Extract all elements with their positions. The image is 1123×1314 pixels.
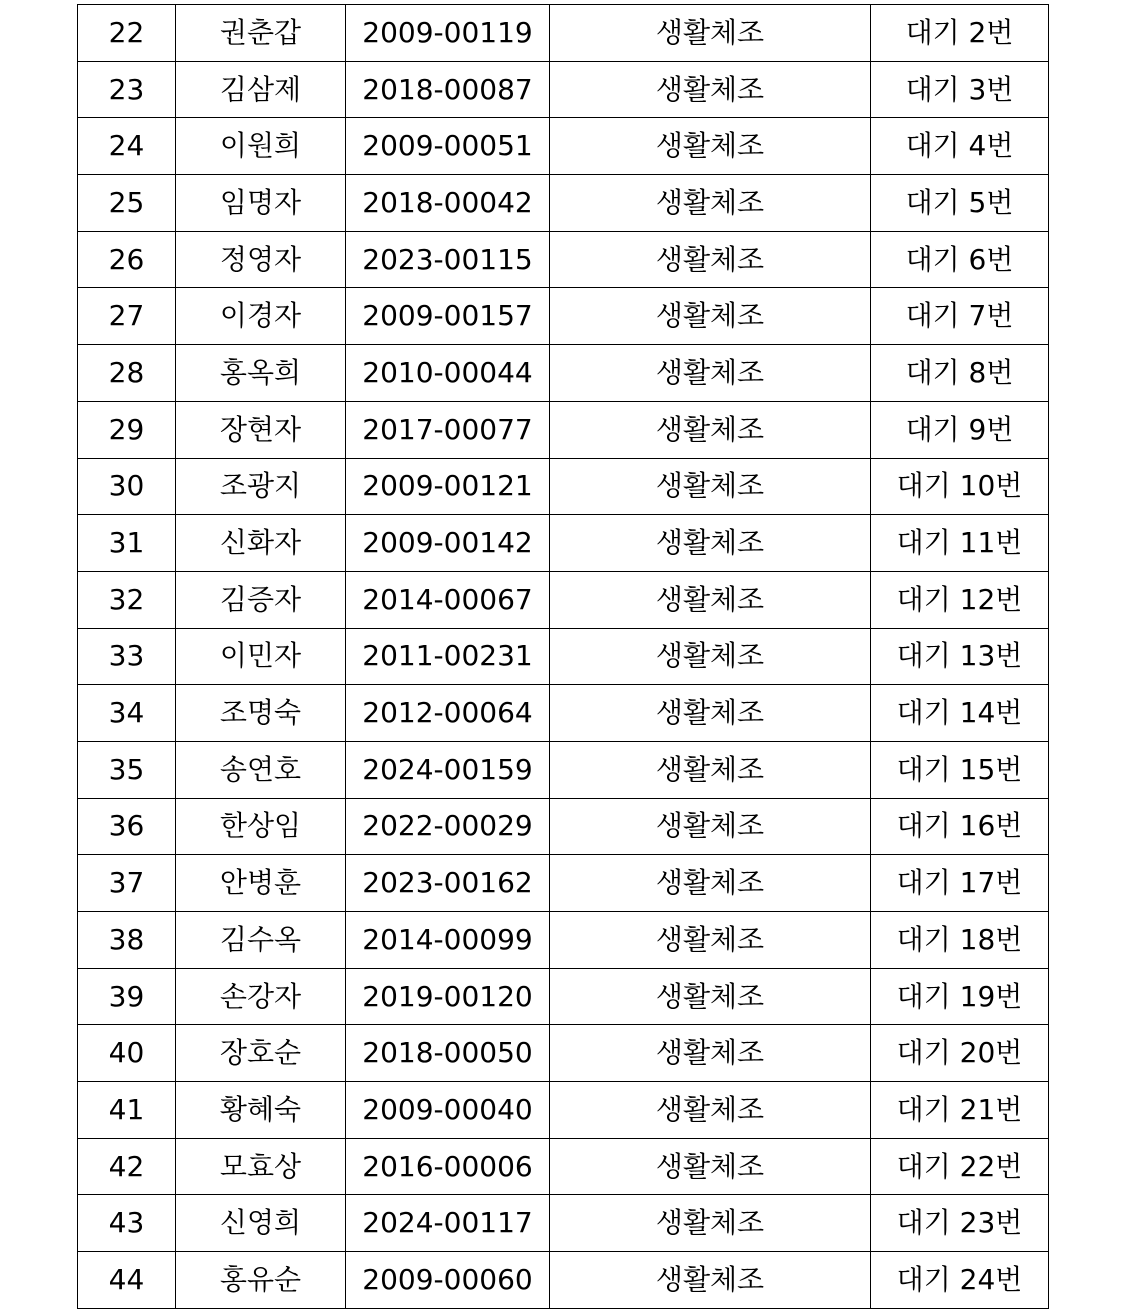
member-id-cell: 2016-00006 <box>346 1138 550 1195</box>
row-number-cell: 41 <box>78 1082 176 1139</box>
table-row <box>78 1195 1049 1252</box>
member-id-cell: 2024-00159 <box>346 741 550 798</box>
member-id-cell: 2018-00042 <box>346 175 550 232</box>
waitlist-status-cell: 대기 11번 <box>871 515 1049 572</box>
name-cell: 모효상 <box>176 1138 346 1195</box>
row-number-cell: 38 <box>78 912 176 969</box>
program-cell: 생활체조 <box>550 912 871 969</box>
row-number-cell: 27 <box>78 288 176 345</box>
table-row <box>78 401 1049 458</box>
name-cell: 홍유순 <box>176 1252 346 1309</box>
table-row <box>78 571 1049 628</box>
waitlist-status-cell: 대기 19번 <box>871 968 1049 1025</box>
row-number-cell: 44 <box>78 1252 176 1309</box>
program-cell: 생활체조 <box>550 798 871 855</box>
table-row <box>78 5 1049 62</box>
member-id-cell: 2018-00087 <box>346 61 550 118</box>
name-cell: 한상임 <box>176 798 346 855</box>
row-number-cell: 34 <box>78 685 176 742</box>
member-id-cell: 2009-00157 <box>346 288 550 345</box>
table-row <box>78 1082 1049 1139</box>
member-id-cell: 2009-00142 <box>346 515 550 572</box>
name-cell: 송연호 <box>176 741 346 798</box>
waitlist-status-cell: 대기 2번 <box>871 5 1049 62</box>
program-cell: 생활체조 <box>550 1195 871 1252</box>
name-cell: 조광지 <box>176 458 346 515</box>
table-row <box>78 855 1049 912</box>
member-id-cell: 2009-00119 <box>346 5 550 62</box>
name-cell: 정영자 <box>176 231 346 288</box>
row-number-cell: 25 <box>78 175 176 232</box>
program-cell: 생활체조 <box>550 515 871 572</box>
member-id-cell: 2014-00067 <box>346 571 550 628</box>
waitlist-status-cell: 대기 9번 <box>871 401 1049 458</box>
member-id-cell: 2014-00099 <box>346 912 550 969</box>
table-row <box>78 231 1049 288</box>
program-cell: 생활체조 <box>550 855 871 912</box>
waitlist-status-cell: 대기 13번 <box>871 628 1049 685</box>
name-cell: 장호순 <box>176 1025 346 1082</box>
waitlist-status-cell: 대기 17번 <box>871 855 1049 912</box>
table-row <box>78 61 1049 118</box>
table-row <box>78 175 1049 232</box>
program-cell: 생활체조 <box>550 685 871 742</box>
program-cell: 생활체조 <box>550 1025 871 1082</box>
table-row <box>78 912 1049 969</box>
name-cell: 안병훈 <box>176 855 346 912</box>
waitlist-status-cell: 대기 22번 <box>871 1138 1049 1195</box>
row-number-cell: 29 <box>78 401 176 458</box>
program-cell: 생활체조 <box>550 458 871 515</box>
row-number-cell: 28 <box>78 345 176 402</box>
row-number-cell: 30 <box>78 458 176 515</box>
program-cell: 생활체조 <box>550 1252 871 1309</box>
program-cell: 생활체조 <box>550 231 871 288</box>
table-row <box>78 741 1049 798</box>
program-cell: 생활체조 <box>550 401 871 458</box>
row-number-cell: 24 <box>78 118 176 175</box>
program-cell: 생활체조 <box>550 345 871 402</box>
row-number-cell: 37 <box>78 855 176 912</box>
waitlist-status-cell: 대기 20번 <box>871 1025 1049 1082</box>
row-number-cell: 26 <box>78 231 176 288</box>
row-number-cell: 36 <box>78 798 176 855</box>
waitlist-status-cell: 대기 24번 <box>871 1252 1049 1309</box>
member-id-cell: 2011-00231 <box>346 628 550 685</box>
member-id-cell: 2018-00050 <box>346 1025 550 1082</box>
waitlist-status-cell: 대기 6번 <box>871 231 1049 288</box>
table-row <box>78 1025 1049 1082</box>
waitlist-status-cell: 대기 14번 <box>871 685 1049 742</box>
program-cell: 생활체조 <box>550 1082 871 1139</box>
waitlist-table <box>77 4 1049 1309</box>
waitlist-status-cell: 대기 5번 <box>871 175 1049 232</box>
name-cell: 신화자 <box>176 515 346 572</box>
table-row <box>78 345 1049 402</box>
row-number-cell: 40 <box>78 1025 176 1082</box>
program-cell: 생활체조 <box>550 628 871 685</box>
table-row <box>78 118 1049 175</box>
waitlist-status-cell: 대기 12번 <box>871 571 1049 628</box>
name-cell: 임명자 <box>176 175 346 232</box>
name-cell: 이민자 <box>176 628 346 685</box>
row-number-cell: 23 <box>78 61 176 118</box>
table-row <box>78 628 1049 685</box>
table-row <box>78 288 1049 345</box>
member-id-cell: 2009-00051 <box>346 118 550 175</box>
waitlist-status-cell: 대기 4번 <box>871 118 1049 175</box>
member-id-cell: 2009-00060 <box>346 1252 550 1309</box>
waitlist-status-cell: 대기 18번 <box>871 912 1049 969</box>
row-number-cell: 32 <box>78 571 176 628</box>
waitlist-status-cell: 대기 23번 <box>871 1195 1049 1252</box>
program-cell: 생활체조 <box>550 741 871 798</box>
name-cell: 이원희 <box>176 118 346 175</box>
waitlist-table-body <box>78 5 1049 1309</box>
member-id-cell: 2012-00064 <box>346 685 550 742</box>
table-row <box>78 968 1049 1025</box>
table-row <box>78 458 1049 515</box>
table-row <box>78 515 1049 572</box>
row-number-cell: 31 <box>78 515 176 572</box>
table-row <box>78 1138 1049 1195</box>
member-id-cell: 2023-00162 <box>346 855 550 912</box>
name-cell: 권춘갑 <box>176 5 346 62</box>
member-id-cell: 2009-00121 <box>346 458 550 515</box>
row-number-cell: 33 <box>78 628 176 685</box>
waitlist-status-cell: 대기 21번 <box>871 1082 1049 1139</box>
name-cell: 이경자 <box>176 288 346 345</box>
table-row <box>78 1252 1049 1309</box>
row-number-cell: 39 <box>78 968 176 1025</box>
table-row <box>78 798 1049 855</box>
waitlist-status-cell: 대기 15번 <box>871 741 1049 798</box>
member-id-cell: 2024-00117 <box>346 1195 550 1252</box>
table-row <box>78 685 1049 742</box>
row-number-cell: 43 <box>78 1195 176 1252</box>
name-cell: 김삼제 <box>176 61 346 118</box>
name-cell: 손강자 <box>176 968 346 1025</box>
member-id-cell: 2022-00029 <box>346 798 550 855</box>
program-cell: 생활체조 <box>550 61 871 118</box>
waitlist-status-cell: 대기 3번 <box>871 61 1049 118</box>
member-id-cell: 2017-00077 <box>346 401 550 458</box>
name-cell: 장현자 <box>176 401 346 458</box>
name-cell: 황혜숙 <box>176 1082 346 1139</box>
row-number-cell: 42 <box>78 1138 176 1195</box>
program-cell: 생활체조 <box>550 5 871 62</box>
program-cell: 생활체조 <box>550 175 871 232</box>
program-cell: 생활체조 <box>550 968 871 1025</box>
name-cell: 김수옥 <box>176 912 346 969</box>
member-id-cell: 2023-00115 <box>346 231 550 288</box>
program-cell: 생활체조 <box>550 288 871 345</box>
member-id-cell: 2019-00120 <box>346 968 550 1025</box>
waitlist-status-cell: 대기 10번 <box>871 458 1049 515</box>
program-cell: 생활체조 <box>550 1138 871 1195</box>
name-cell: 조명숙 <box>176 685 346 742</box>
name-cell: 홍옥희 <box>176 345 346 402</box>
program-cell: 생활체조 <box>550 118 871 175</box>
name-cell: 신영희 <box>176 1195 346 1252</box>
waitlist-status-cell: 대기 16번 <box>871 798 1049 855</box>
waitlist-status-cell: 대기 8번 <box>871 345 1049 402</box>
member-id-cell: 2010-00044 <box>346 345 550 402</box>
name-cell: 김증자 <box>176 571 346 628</box>
row-number-cell: 22 <box>78 5 176 62</box>
member-id-cell: 2009-00040 <box>346 1082 550 1139</box>
row-number-cell: 35 <box>78 741 176 798</box>
waitlist-status-cell: 대기 7번 <box>871 288 1049 345</box>
program-cell: 생활체조 <box>550 571 871 628</box>
